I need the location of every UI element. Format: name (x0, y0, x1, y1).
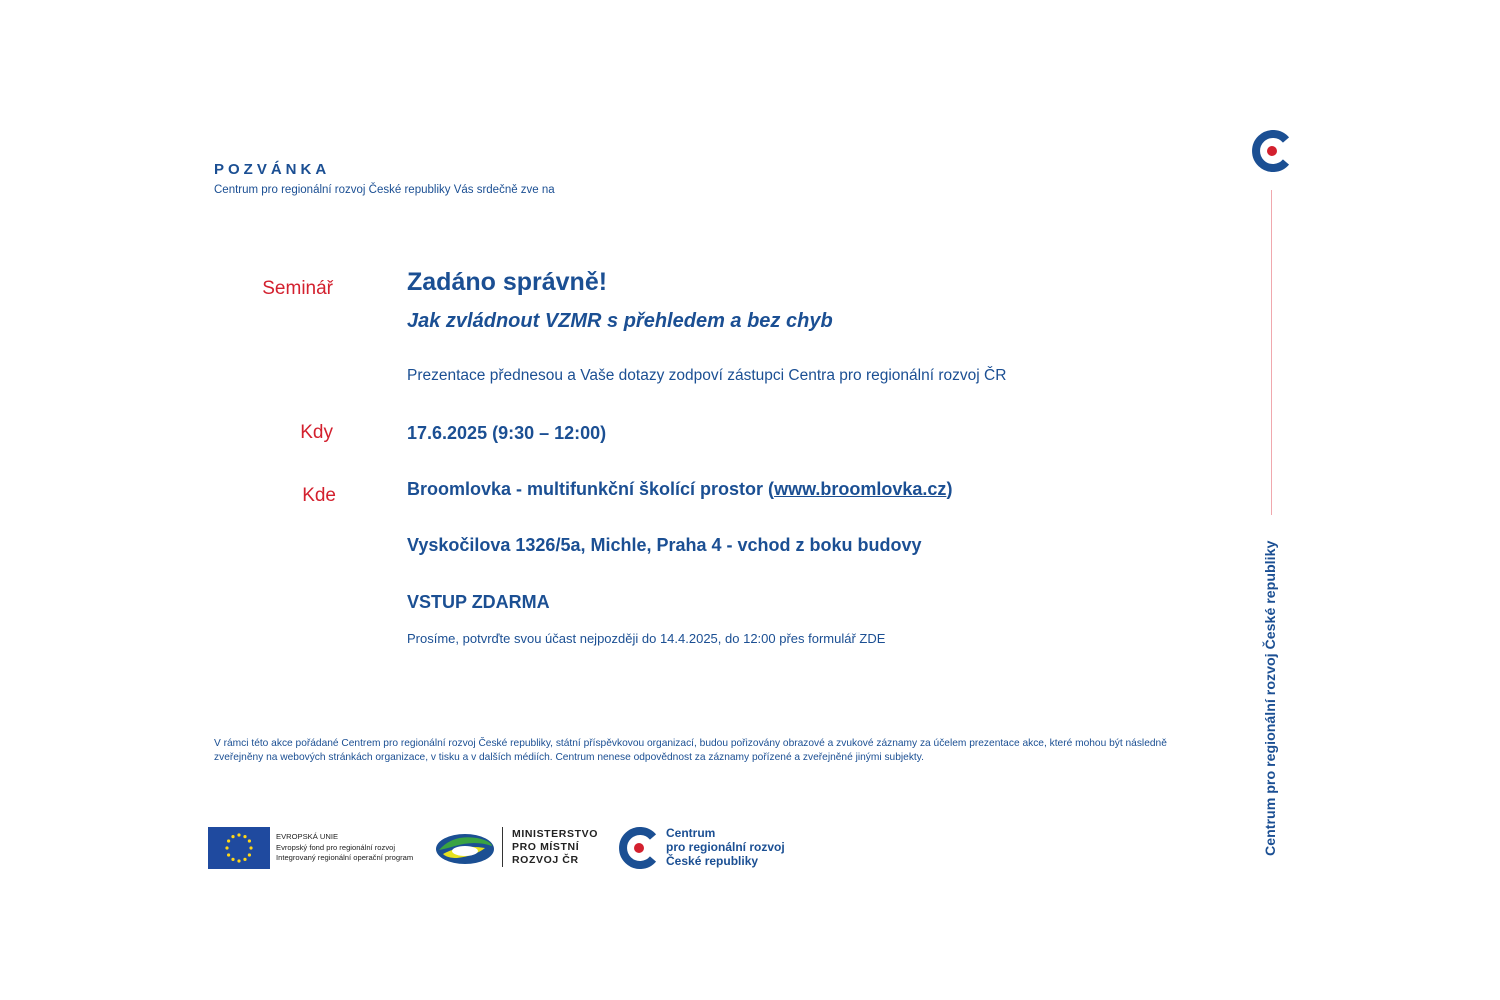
eu-line1: EVROPSKÁ UNIE (276, 832, 339, 841)
eu-line2: Evropský fond pro regionální rozvoj (276, 842, 396, 852)
mmr-divider (502, 827, 503, 867)
eu-flag-icon (208, 827, 270, 869)
event-subtitle: Jak zvládnout VZMR s přehledem a bez chyb (407, 310, 833, 332)
event-date: 17.6.2025 (9:30 – 12:00) (407, 423, 607, 443)
crr-logo-icon (617, 827, 659, 869)
presenters-text: Prezentace přednesou a Vaše dotazy zodpoví zástupci Centra pro regionální rozvoj ČR (407, 367, 1007, 384)
label-seminar: Seminář (262, 278, 333, 299)
invitation-subheading: Centrum pro regionální rozvoj České republiky Vás srdečně zve na (214, 184, 555, 196)
eu-line3: Integrovaný regionální operační program (276, 853, 414, 862)
event-title: Zadáno správně! (407, 268, 608, 296)
crr-line2: pro regionální rozvoj (666, 840, 785, 854)
rsvp-text: Prosíme, potvrďte svou účast nejpozději do 14.4.2025, do 12:00 přes formulář ZDE (407, 631, 886, 646)
venue-link[interactable]: www.broomlovka.cz (774, 479, 947, 499)
crr-line1: Centrum (666, 826, 716, 840)
mmr-logo-icon (435, 830, 495, 866)
invitation-heading: POZVÁNKA (214, 161, 331, 178)
disclaimer-text: V rámci této akce pořádané Centrem pro regionální rozvoj České republiky, státní příspěvkovou organizací, budou pořizovány obrazové a zvukové záznamy za účelem prezentace akce, které mohou být následně zveřejněny na webových stránkách organizace, v tisku a v dalších médiích. Centrum nenese odpovědnost za záznamy pořízené a zveřejněné jinými subjekty. (214, 738, 1167, 763)
crr-logo-text (666, 826, 785, 868)
venue-prefix: Broomlovka - multifunkční školící prostor ( (407, 479, 775, 499)
event-venue (407, 479, 952, 500)
mmr-logo-text (512, 828, 598, 867)
venue-suffix: ) (946, 479, 953, 499)
entry-free: VSTUP ZDARMA (407, 592, 550, 612)
corner-logo-icon (1250, 130, 1292, 172)
crr-line3: České republiky (666, 854, 759, 868)
mmr-line2: PRO MÍSTNÍ (512, 841, 580, 853)
eu-logo-text (276, 832, 413, 864)
label-where: Kde (302, 485, 336, 506)
event-address: Vyskočilova 1326/5a, Michle, Praha 4 - vchod z boku budovy (407, 535, 922, 555)
side-vertical-text: Centrum pro regionální rozvoj České republiky (1263, 540, 1279, 856)
side-text-container (1257, 520, 1285, 856)
mmr-line3: ROZVOJ ČR (512, 854, 579, 866)
mmr-line1: MINISTERSTVO (512, 828, 598, 840)
label-when: Kdy (300, 422, 333, 443)
side-divider-line (1271, 190, 1272, 515)
